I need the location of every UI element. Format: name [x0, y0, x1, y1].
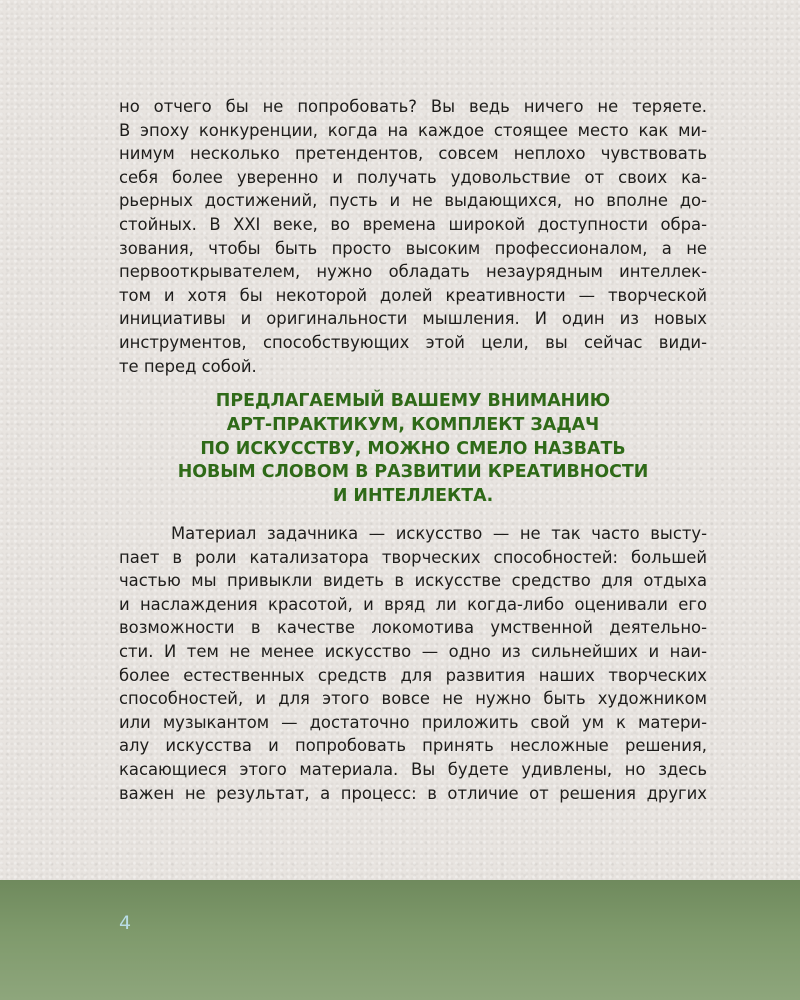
text-line: нимум несколько претендентов, совсем неплохо чувствовать: [119, 144, 707, 164]
text-line: себя более уверенно и получать удовольствие от своих ка-: [119, 167, 707, 187]
text-line: том и хотя бы некоторой долей креативности — творческой: [119, 285, 707, 305]
callout-line: АРТ-ПРАКТИКУМ, КОМПЛЕКТ ЗАДАЧ: [226, 414, 600, 435]
text-line: зования, чтобы быть просто высоким профессионалом, а не: [119, 238, 707, 258]
text-line: рьерных достижений, пусть и не выдающихся, но вполне до-: [119, 191, 707, 211]
text-line: стойных. В XXI веке, во времена широкой доступности обра-: [119, 214, 707, 234]
text-line: инициативы и оригинальности мышления. И один из новых: [119, 309, 707, 329]
paragraph-1: [119, 95, 707, 378]
text-line: те перед собой.: [119, 356, 257, 376]
text-line: важен не результат, а процесс: в отличие от решения других: [119, 783, 707, 803]
text-line: но отчего бы не попробовать? Вы ведь ничего не теряете.: [119, 97, 707, 116]
text-line: пает в роли катализатора творческих способностей: большей: [119, 547, 707, 567]
callout-line: И ИНТЕЛЛЕКТА.: [332, 486, 494, 507]
text-line: способностей, и для этого вовсе не нужно быть художником: [119, 689, 707, 709]
text-line: алу искусства и попробовать принять несложные решения,: [119, 736, 707, 756]
text-line: сти. И тем не менее искусство — одно из сильнейших и наи-: [119, 641, 707, 661]
callout-line: НОВЫМ СЛОВОМ В РАЗВИТИИ КРЕАТИВНОСТИ: [177, 462, 649, 483]
highlight-callout: [119, 390, 707, 509]
text-line: первооткрывателем, нужно обладать незаурядным интеллек-: [119, 262, 707, 282]
text-line: и наслаждения красотой, и вряд ли когда-либо оценивали его: [119, 594, 707, 614]
callout-line: ПРЕДЛАГАЕМЫЙ ВАШЕМУ ВНИМАНИЮ: [215, 391, 611, 411]
footer-band: [0, 880, 800, 1000]
text-line: частью мы привыкли видеть в искусстве средство для отдыха: [119, 571, 707, 591]
text-line: возможности в качестве локомотива умственной деятельно-: [119, 618, 707, 638]
text-line: касающиеся этого материала. Вы будете удивлены, но здесь: [119, 759, 707, 779]
callout-line: ПО ИСКУССТВУ, МОЖНО СМЕЛО НАЗВАТЬ: [200, 438, 626, 459]
text-line: более естественных средств для развития наших творческих: [119, 665, 707, 685]
text-line: Материал задачника — искусство — не так часто высту-: [171, 524, 707, 543]
text-line: инструментов, способствующих этой цели, вы сейчас види-: [119, 332, 707, 352]
paragraph-2: [119, 522, 707, 805]
text-line: В эпоху конкуренции, когда на каждое стоящее место как ми-: [119, 120, 707, 140]
page-number: 4: [119, 912, 132, 934]
text-line: или музыкантом — достаточно приложить свой ум к матери-: [119, 712, 707, 732]
